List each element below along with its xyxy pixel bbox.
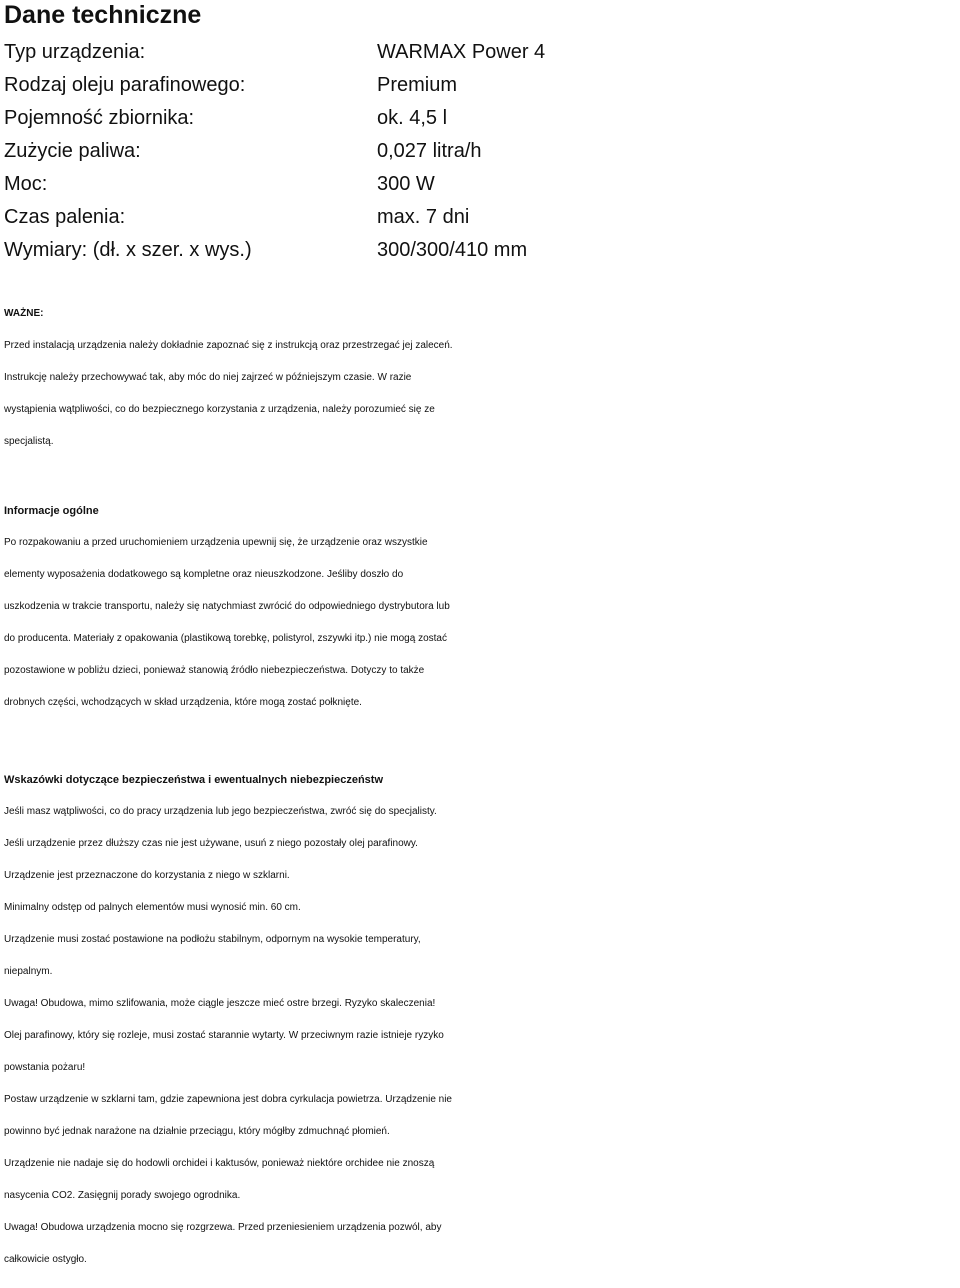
general-info-line: uszkodzenia w trakcie transportu, należy się natychmiast zwrócić do odpowiedniego dystrybutora lub — [4, 601, 450, 612]
spec-label: Moc: — [4, 173, 48, 195]
important-line: Instrukcję należy przechowywać tak, aby móc do niej zajrzeć w późniejszym czasie. W razie — [4, 372, 412, 383]
technical-data-heading: Dane techniczne — [4, 1, 202, 29]
safety-line: Urządzenie musi zostać postawione na podłożu stabilnym, odpornym na wysokie temperatury, — [4, 934, 421, 945]
safety-line: powinno być jednak narażone na działnie przeciągu, który mógłby zdmuchnąć płomień. — [4, 1126, 390, 1137]
technical-specs-table — [4, 36, 704, 267]
spec-value: max. 7 dni — [377, 206, 470, 228]
spec-label: Czas palenia: — [4, 206, 126, 228]
spec-value: WARMAX Power 4 — [377, 41, 546, 63]
important-line: Przed instalacją urządzenia należy dokładnie zapoznać się z instrukcją oraz przestrzegać jej zaleceń. — [4, 340, 453, 351]
safety-line: nasycenia CO2. Zasięgnij porady swojego ogrodnika. — [4, 1190, 241, 1201]
spec-row — [4, 234, 704, 267]
general-info-line: do producenta. Materiały z opakowania (plastikową torebkę, polistyrol, zszywki itp.) nie mogą zostać — [4, 633, 447, 644]
safety-line: powstania pożaru! — [4, 1062, 86, 1073]
safety-heading: Wskazówki dotyczące bezpieczeństwa i ewentualnych niebezpieczeństw — [4, 774, 384, 786]
spec-value: 300 W — [377, 173, 435, 195]
important-section — [4, 298, 956, 458]
safety-line: Olej parafinowy, który się rozleje, musi zostać starannie wytarty. W przeciwnym razie istnieje ryzyko — [4, 1030, 444, 1041]
spec-row — [4, 36, 704, 69]
spec-row — [4, 201, 704, 234]
safety-line: Postaw urządzenie w szklarni tam, gdzie zapewniona jest dobra cyrkulacja powietrza. Urządzenie nie — [4, 1094, 452, 1105]
spec-value: 0,027 litra/h — [377, 140, 482, 162]
general-info-line: pozostawione w pobliżu dzieci, ponieważ stanowią źródło niebezpieczeństwa. Dotyczy to także — [4, 665, 425, 676]
safety-line: Jeśli masz wątpliwości, co do pracy urządzenia lub jego bezpieczeństwa, zwróć się do specjalisty. — [4, 806, 437, 817]
spec-value: Premium — [377, 74, 458, 96]
spec-label: Wymiary: (dł. x szer. x wys.) — [4, 239, 252, 261]
spec-value: ok. 4,5 l — [377, 107, 448, 129]
spec-label: Pojemność zbiornika: — [4, 107, 195, 129]
safety-line: całkowicie ostygło. — [4, 1254, 87, 1265]
safety-line: Jeśli urządzenie przez dłuższy czas nie jest używane, usuń z niego pozostały olej parafinowy. — [4, 838, 418, 849]
spec-label: Rodzaj oleju parafinowego: — [4, 74, 246, 96]
general-info-line: Po rozpakowaniu a przed uruchomieniem urządzenia upewnij się, że urządzenie oraz wszystkie — [4, 537, 428, 548]
safety-section — [4, 764, 956, 1276]
important-line: specjalistą. — [4, 436, 54, 447]
general-info-line: drobnych części, wchodzących w skład urządzenia, które mogą zostać połknięte. — [4, 697, 362, 708]
general-info-line: elementy wyposażenia dodatkowego są kompletne oraz nieuszkodzone. Jeśliby doszło do — [4, 569, 404, 580]
spec-label: Typ urządzenia: — [4, 41, 146, 63]
important-line: wystąpienia wątpliwości, co do bezpiecznego korzystania z urządzenia, należy porozumieć się ze — [4, 404, 435, 415]
safety-line: niepalnym. — [4, 966, 53, 977]
spec-label: Zużycie paliwa: — [4, 140, 141, 162]
safety-line: Uwaga! Obudowa urządzenia mocno się rozgrzewa. Przed przeniesieniem urządzenia pozwól, aby — [4, 1222, 442, 1233]
safety-line: Urządzenie nie nadaje się do hodowli orchidei i kaktusów, ponieważ niektóre orchidee nie znoszą — [4, 1158, 435, 1169]
important-heading: WAŻNE: — [4, 308, 44, 319]
spec-row — [4, 135, 704, 168]
spec-row — [4, 69, 704, 102]
safety-line: Uwaga! Obudowa, mimo szlifowania, może ciągle jeszcze mieć ostre brzegi. Ryzyko skaleczenia! — [4, 998, 436, 1009]
safety-line: Minimalny odstęp od palnych elementów musi wynosić min. 60 cm. — [4, 902, 301, 913]
general-info-section — [4, 495, 956, 719]
spec-row — [4, 102, 704, 135]
general-info-heading: Informacje ogólne — [4, 505, 99, 517]
spec-value: 300/300/410 mm — [377, 239, 528, 261]
spec-row — [4, 168, 704, 201]
safety-line: Urządzenie jest przeznaczone do korzystania z niego w szklarni. — [4, 870, 290, 881]
